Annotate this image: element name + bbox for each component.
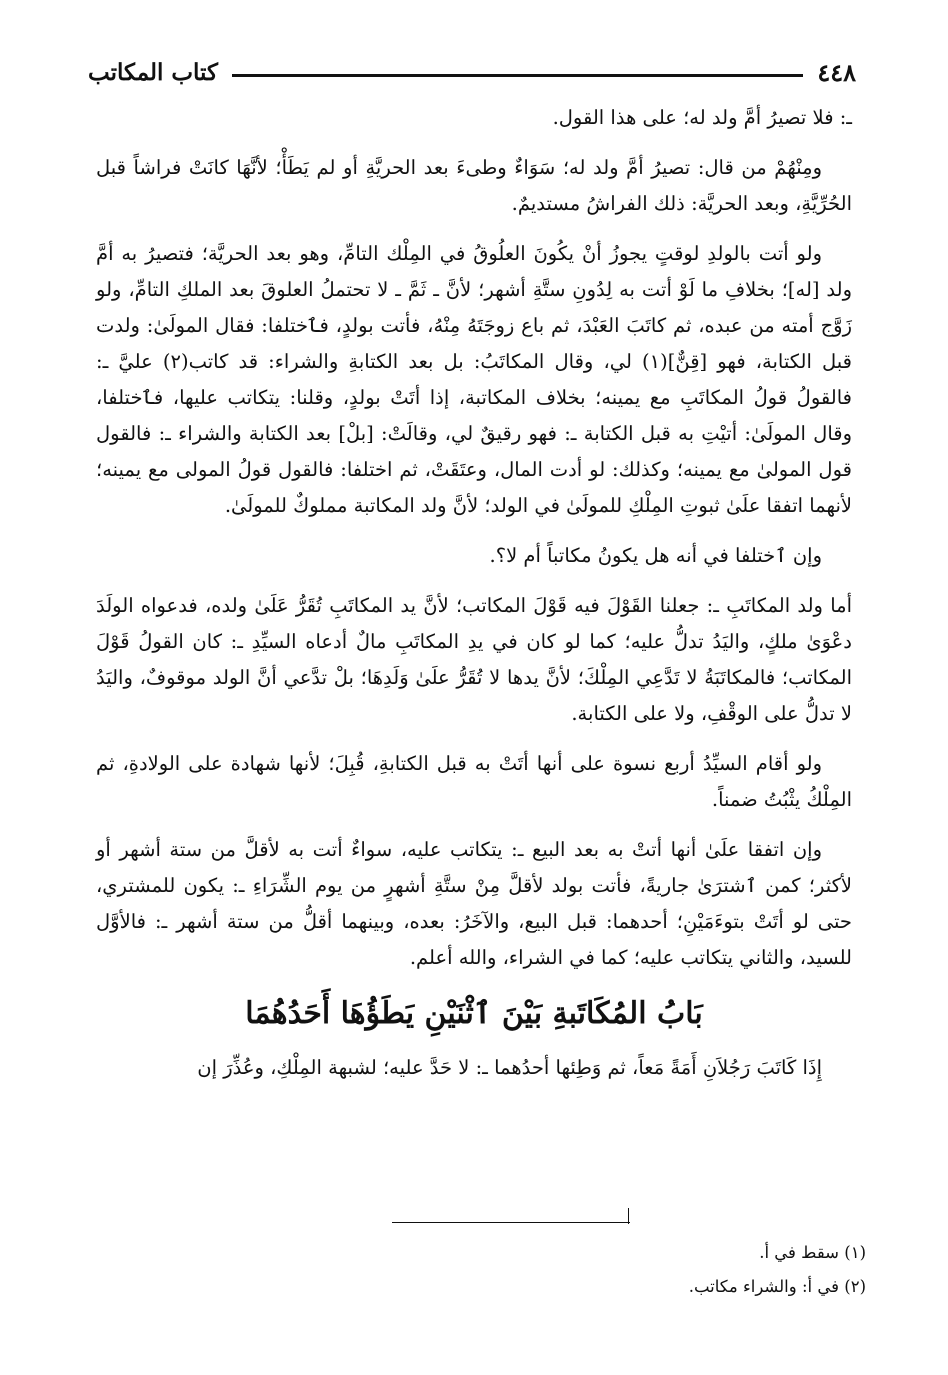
paragraph-4: وإن ٱختلفا في أنه هل يكونُ مكاتباً أم لا؟. xyxy=(489,544,822,567)
paragraph-1: ـ: فلا تصيرُ أمَّ ولد له؛ على هذا القول. xyxy=(552,106,852,129)
footnote-separator xyxy=(392,1222,630,1223)
body-text xyxy=(96,100,852,1100)
footnotes xyxy=(96,1238,866,1306)
header-rule xyxy=(232,74,803,77)
paragraph-6: ولو أقام السيِّدُ أربع نسوة على أنها أتَتْ به قبل الكتابةِ، قُبِلَ؛ لأنها شهادة على الولادةِ، ثم المِلْكُ يثْبُتُ ضمناً. xyxy=(96,752,852,811)
paragraph-2: ومِنْهُمْ من قال: تصيرُ أمَّ ولد له؛ سَوَاءٌ وطىءَ بعد الحريَّةِ أو لم يَطَأْ؛ لأنَّهَا كانَتْ فراشاً قبل الحُرِّيَّةِ، وبعد الحريَّة: ذلك الفراشُ مستديمٌ. xyxy=(96,156,852,215)
paragraph-3: ولو أتت بالولدِ لوقتٍ يجوزُ أنْ يكُونَ العلُوقُ في المِلْك التامِّ، وهو بعد الحريَّة؛ فتصيرُ به أمَّ ولد [له]؛ بخلافِ ما لَوْ أتت به لِدُونِ ستَّةِ أشهر؛ لأنَّ ـ ثَمَّ ـ لا تحتملُ العلوقَ بعد الملكِ التامِّ، ولو زَوَّج أمته من عبده، ثم كاتَبَ العَبْدَ، ثم باع زوجَتَهُ مِنْهُ، فأتت بولدٍ، فٱختلفا: فقال المولَىٰ: ولدت قبل الكتابة، فهو [قِنٌّ](١) لي، وقال المكاتَبُ: بل بعد الكتابةِ والشراء: قد كاتب(٢) عليَّ ـ: فالقولُ قولُ المكاتَبِ مع يمينه؛ بخلاف المكاتبة، إذا أتَتْ بولدٍ، وقلنا: يتكاتب عليها، فٱختلفا، وقال المولَىٰ: أتيْتِ به قبل الكتابة ـ: فهو رقيقٌ لي، وقالَتْ: [بلْ] بعد الكتابة والشراء ـ: فالقول قول المولىٰ مع يمينه؛ وكذلك: لو أدت المال، وعتَقَتْ، ثم اختلفا: فالقول قولُ المولى مع يمينه؛ لأنهما اتفقا علَىٰ ثبوتِ المِلْكِ للمولَىٰ في الولد؛ لأنَّ ولد المكاتبة مملوكٌ للمولَىٰ. xyxy=(96,242,852,517)
page-header xyxy=(88,52,856,92)
footnote-2: (٢) في أ: والشراء مكاتب. xyxy=(688,1277,866,1296)
chapter-heading: بَابُ المُكَاتَبةِ بَيْنَ ٱثْنَيْنِ يَطَؤُهَا أَحَدُهُمَا xyxy=(245,996,703,1031)
footnote-1: (١) سقط في أ. xyxy=(759,1243,866,1262)
paragraph-7: وإن اتفقا علَىٰ أنها أتتْ به بعد البيع ـ: يتكاتب عليه، سواءٌ أتت به لأقلَّ من ستة أشهر أو لأكثر؛ كمن ٱشترَىٰ جاريةً، فأتت بولد لأقلَّ مِنْ ستَّةِ أشهرٍ من يوم الشِّرَاءِ ـ: يكون للمشتري، حتى لو أتَتْ بتوءَمَيْنِ؛ أحدهما: قبل البيع، والآخَرُ: بعده، وبينهما أقلُّ من ستة أشهر ـ: فالأوَّل للسيد، والثاني يتكاتب عليه؛ كما في الشراء، والله أعلم. xyxy=(96,838,852,969)
page-number: ٤٤٨ xyxy=(817,57,856,87)
paragraph-8: إِذَا كَاتَبَ رَجُلاَنِ أَمَةً مَعاً، ثم وَطِئها أحدُهما ـ: لا حَدَّ عليه؛ لشبهة المِلْكِ، وعُذِّرَ إن xyxy=(197,1056,822,1079)
running-title: كتاب المكاتب xyxy=(88,58,218,86)
paragraph-5: أما ولد المكاتَبِ ـ: جعلنا القَوْلَ فيه قَوْلَ المكاتب؛ لأنَّ يد المكاتَبِ تُقَرُّ عَلَىٰ ولده، فدعواه الولَدَ دعْوَىٰ ملكٍ، واليَدُ تدلُّ عليه؛ كما لو كان في يدِ المكاتَبِ مالٌ أدعاه السيِّدِ ـ: كان القولُ قَوْلَ المكاتب؛ فالمكاتَبَةُ لا تَدَّعِي المِلْكَ؛ لأنَّ يدها لا تُقَرُّ علَىٰ وَلَدِهَا؛ بلْ تدَّعي أنَّ الولد موقوفٌ، واليَدُ لا تدلُّ على الوقْفِ، ولا على الكتابة. xyxy=(96,594,852,725)
